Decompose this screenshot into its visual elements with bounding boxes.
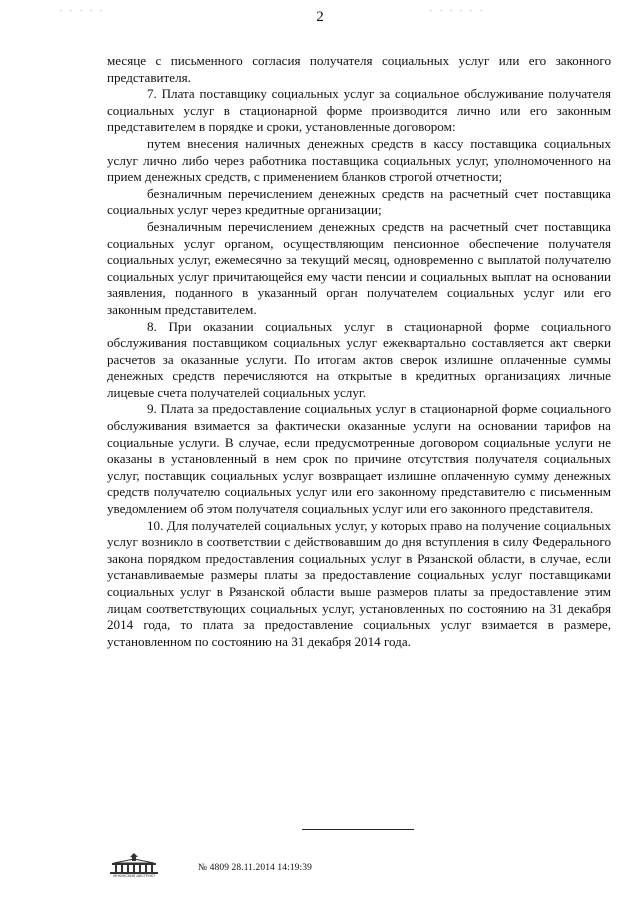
registration-stamp bbox=[104, 851, 312, 877]
paragraph: безналичным перечислением денежных средств на расчетный счет поставщика социальных услуг органом, осуществляющим пенсионное обеспечение получателя социальных услуг, ежемесячно за текущий месяц, одновременно с выплатой получателю социальных услуг причитающейся ему части пенсии и социальных выплат на основании заявления, поданного в указанный орган получателем социальных услуг или его законным представителем. bbox=[107, 218, 611, 317]
svg-text:ЛЕНИНСКИЙ ДИСТРИКТ: ЛЕНИНСКИЙ ДИСТРИКТ bbox=[112, 874, 156, 877]
registration-number: № 4809 28.11.2014 14:19:39 bbox=[198, 863, 312, 873]
building-logo-icon bbox=[104, 851, 164, 877]
paragraph: 10. Для получателей социальных услуг, у которых право на получение социальных услуг возникло в соответствии с действовавшим до дня вступления в силу Федерального закона порядком предоставления социальных услуг в Рязанской области, в случае, если устанавливаемые размеры платы за предоставление социальных услуг поставщиками социальных услуг в Рязанской области выше размеров платы за предоставление этим лицам соответствующих социальных услуг, установленных по состоянию на 31 декабря 2014 года, то плата за предоставление социальных услуг взимается в размере, установленном по состоянию на 31 декабря 2014 года. bbox=[107, 517, 611, 649]
closing-rule bbox=[302, 829, 414, 830]
paragraph: путем внесения наличных денежных средств в кассу поставщика социальных услуг лично либо через работника поставщика социальных услуг, уполномоченного на прием денежных средств, с применением бланков строгой отчетности; bbox=[107, 135, 611, 185]
paragraph: 9. Плата за предоставление социальных услуг в стационарной форме социального обслуживания взимается за фактически оказанные услуги на основании тарифов на социальные услуги. В случае, если предусмотренные договором социальные услуги не оказаны в установленный в нем срок по причине отсутствия получателя социальных услуг, поставщик социальных услуг возвращает излишне оплаченную сумму денежных средств получателю социальных услуг или его законному представителю с письменным уведомлением об этом получателя социальных услуг или его законного представителя. bbox=[107, 401, 611, 517]
document-body bbox=[107, 53, 611, 650]
scan-artifact: . . . . . . bbox=[430, 4, 485, 13]
paragraph: 8. При оказании социальных услуг в стационарной форме социального обслуживания поставщиком социальных услуг ежеквартально составляется акт сверки расчетов за оказанные услуги. По итогам актов сверок излишне оплаченные суммы денежных средств перечисляются на открытые в кредитных организациях личные лицевые счета получателей социальных услуг. bbox=[107, 318, 611, 400]
scan-artifact: . . . . . bbox=[60, 4, 105, 13]
paragraph: месяце с письменного согласия получателя социальных услуг или его законного представителя. bbox=[107, 53, 611, 85]
paragraph: безналичным перечислением денежных средств на расчетный счет поставщика социальных услуг через кредитные организации; bbox=[107, 185, 611, 218]
page-number: 2 bbox=[316, 9, 324, 25]
paragraph: 7. Плата поставщику социальных услуг за социальное обслуживание получателя социальных услуг в стационарной форме производится лично или его законным представителем в порядке и сроки, установленные договором: bbox=[107, 86, 611, 135]
